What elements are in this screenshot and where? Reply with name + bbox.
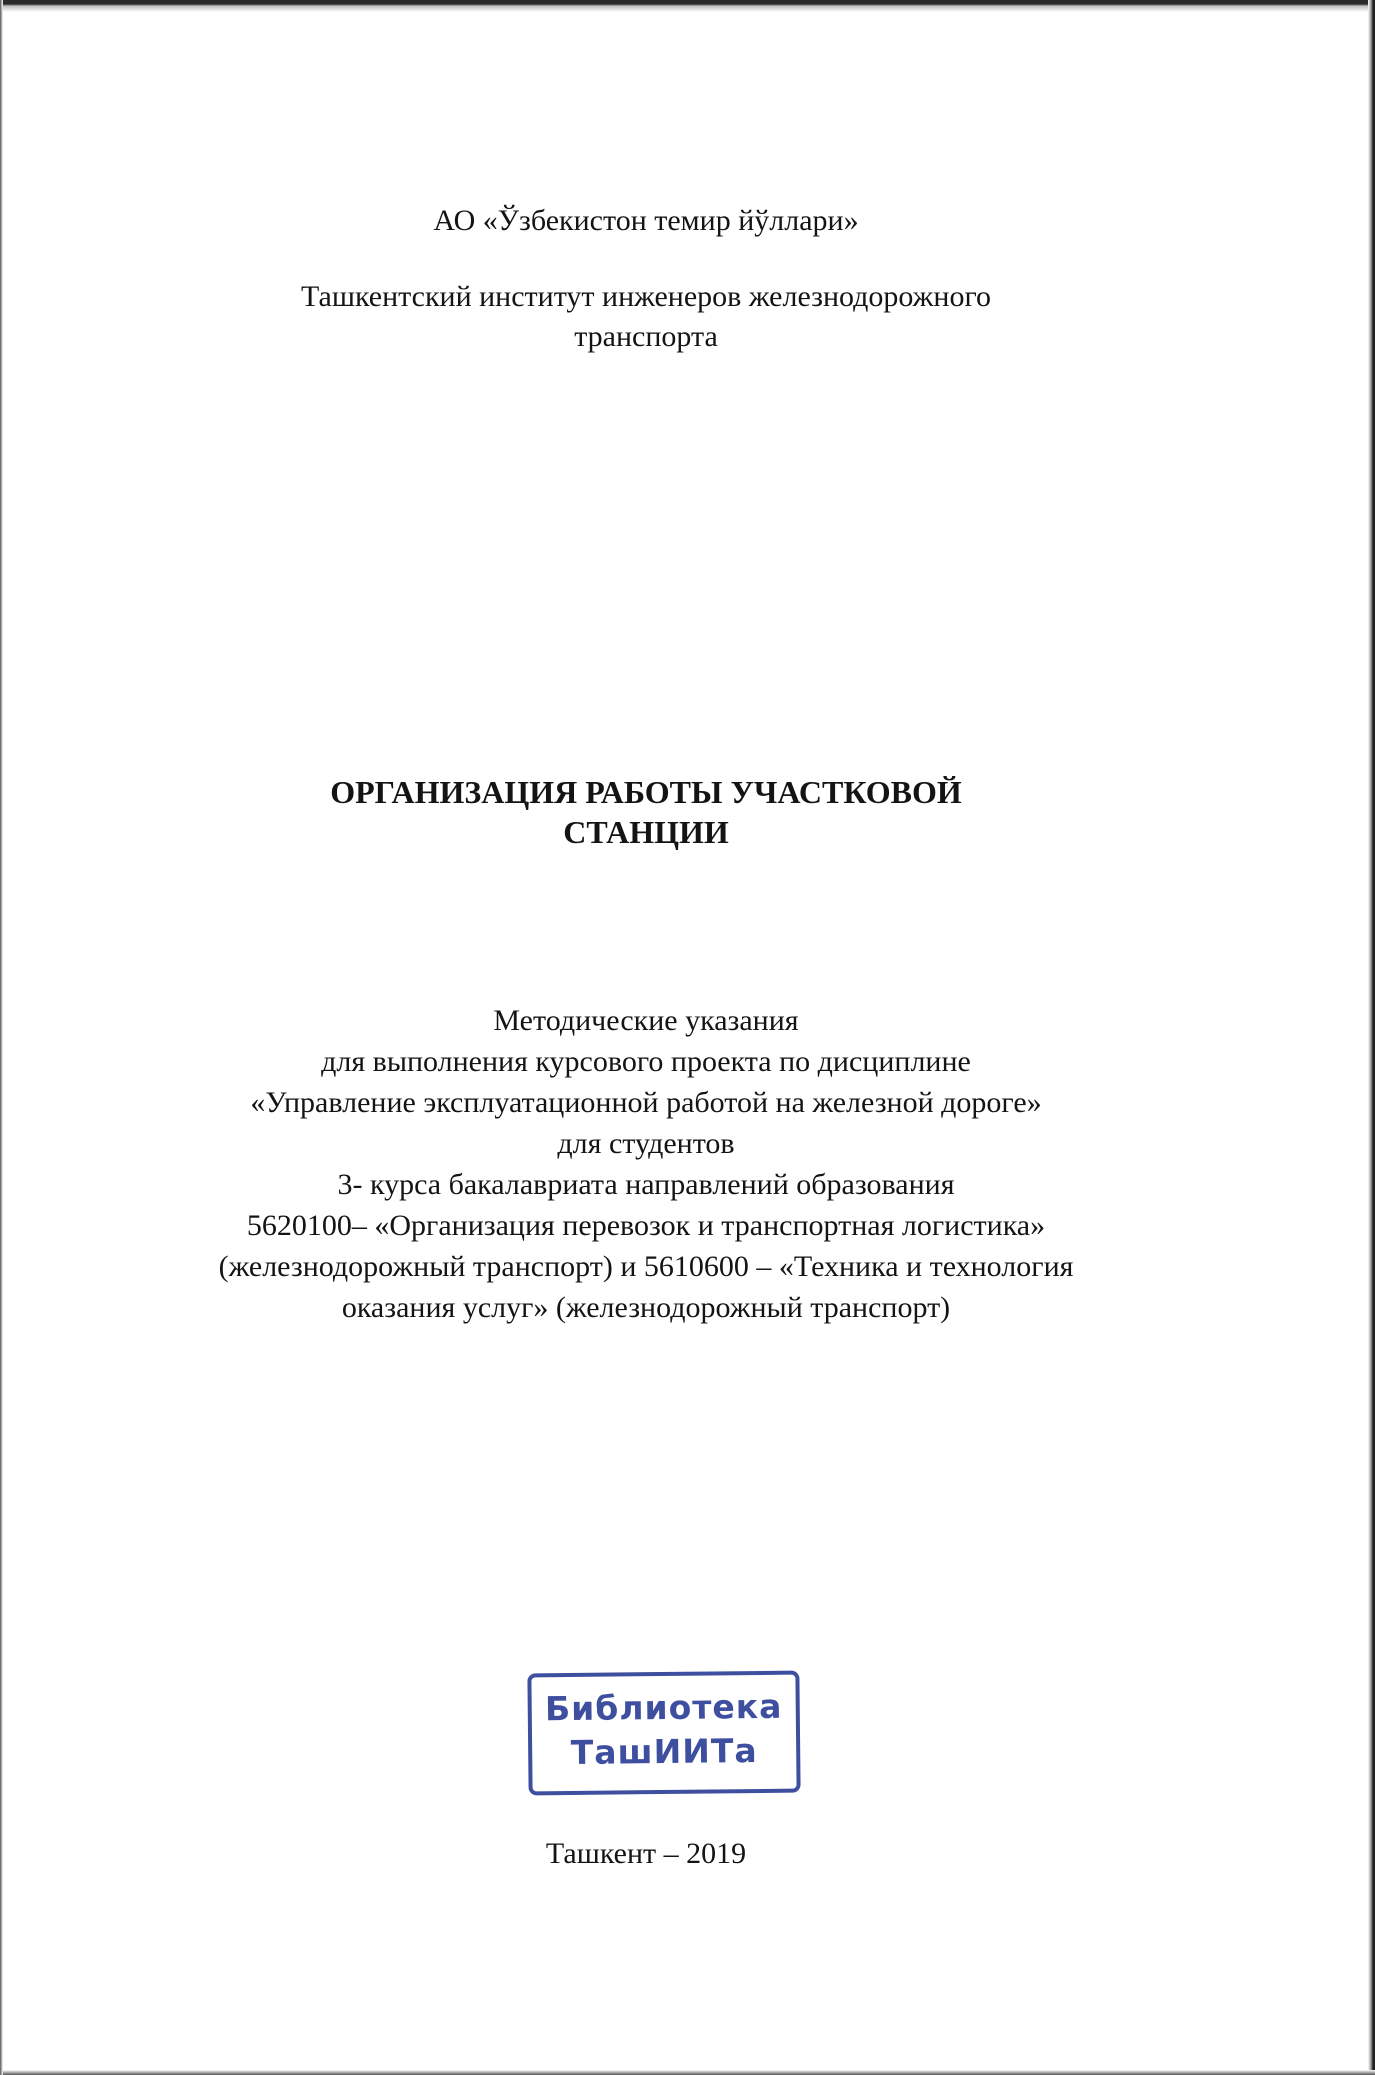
institute-line-1: Ташкентский институт инженеров железнодорожного: [300, 280, 992, 313]
institute-line-2: транспорта: [574, 320, 718, 353]
stamp-line-2: ТашИИТа: [570, 1731, 758, 1772]
description-line-6: 5620100– «Организация перевозок и транспортная логистика»: [246, 1209, 1046, 1242]
title-line-1: ОРГАНИЗАЦИЯ РАБОТЫ УЧАСТКОВОЙ: [330, 774, 962, 810]
scan-edge-bottom: [0, 2070, 1375, 2075]
description-line-5: 3- курса бакалавриата направлений образования: [337, 1168, 955, 1201]
document-description: [0, 1000, 1292, 1328]
description-line-7: (железнодорожный транспорт) и 5610600 – «Техника и технология: [218, 1250, 1074, 1283]
description-line-8: оказания услуг» (железнодорожный транспорт): [341, 1291, 951, 1324]
description-line-2: для выполнения курсового проекта по дисциплине: [321, 1045, 971, 1078]
description-line-3: «Управление эксплуатационной работой на железной дороге»: [250, 1086, 1042, 1119]
organization-name: [0, 201, 1292, 241]
city-year-line: Ташкент – 2019: [545, 1837, 747, 1870]
institute-name: [0, 277, 1292, 357]
scan-edge-right: [1368, 0, 1375, 2075]
title-line-2: СТАНЦИИ: [563, 814, 729, 850]
document-title: [0, 772, 1292, 852]
city-year: [0, 1834, 1292, 1874]
library-stamp: [527, 1671, 800, 1796]
stamp-line-1: Библиотека: [544, 1686, 783, 1729]
description-line-4: для студентов: [557, 1127, 735, 1160]
scan-edge-top: [0, 0, 1375, 12]
organization-line: АО «Ўзбекистон темир йўллари»: [433, 204, 859, 237]
description-line-1: Методические указания: [493, 1004, 799, 1037]
